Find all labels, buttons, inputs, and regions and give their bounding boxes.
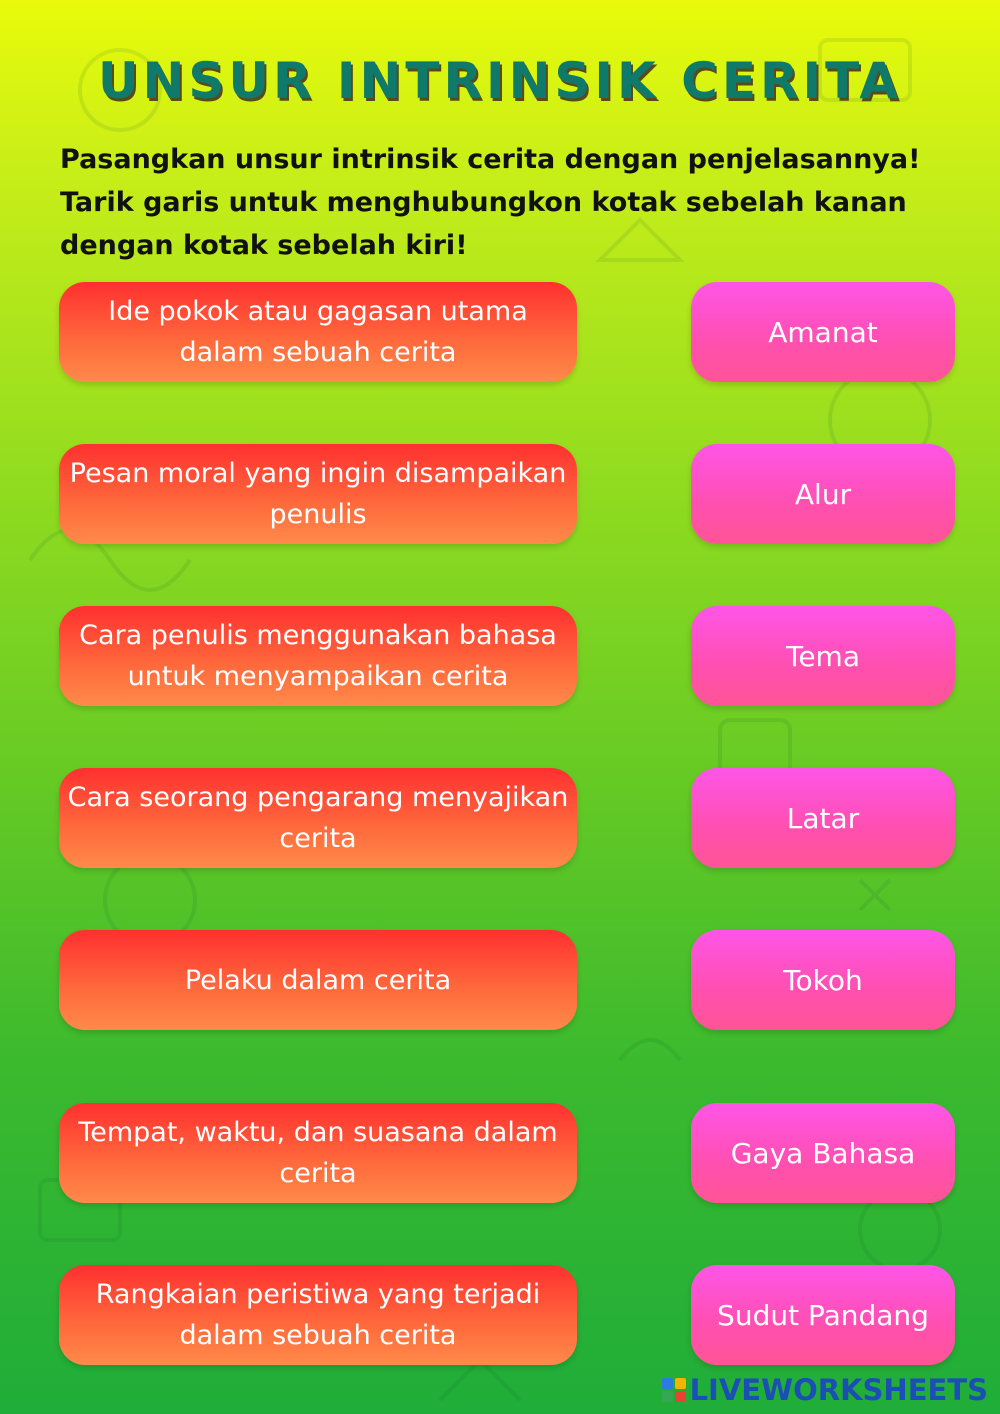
- term-label: Tema: [785, 639, 860, 673]
- description-box-7[interactable]: [59, 1265, 577, 1365]
- term-label: Latar: [786, 801, 860, 835]
- description-box-4[interactable]: [59, 768, 577, 868]
- description-text: Pesan moral yang ingin disampaikan penulis: [69, 458, 567, 530]
- instructions: [60, 138, 940, 267]
- description-text: Rangkaian peristiwa yang terjadi dalam sebuah cerita: [95, 1279, 541, 1351]
- description-box-5[interactable]: [59, 930, 577, 1030]
- term-label: Sudut Pandang: [717, 1298, 929, 1332]
- instruction-line: dengan kotak sebelah kiri!: [60, 230, 468, 261]
- liveworksheets-logo: [662, 1372, 988, 1408]
- description-text: Cara penulis menggunakan bahasa untuk menyampaikan cerita: [79, 620, 557, 692]
- logo-icon: [662, 1378, 686, 1402]
- term-label: Alur: [794, 477, 852, 511]
- brand-text: LIVEWORKSHEETS: [689, 1373, 988, 1407]
- description-box-2[interactable]: [59, 444, 577, 544]
- term-box-amanat[interactable]: [691, 282, 955, 382]
- term-label: Gaya Bahasa: [730, 1136, 916, 1170]
- term-box-tokoh[interactable]: [691, 930, 955, 1030]
- instruction-line: Tarik garis untuk menghubungkon kotak sebelah kanan: [60, 187, 907, 218]
- page-title: UNSUR INTRINSIK CERITA: [97, 52, 903, 110]
- term-box-latar[interactable]: [691, 768, 955, 868]
- term-box-alur[interactable]: [691, 444, 955, 544]
- term-box-sudut-pandang[interactable]: [691, 1265, 955, 1365]
- description-text: Tempat, waktu, dan suasana dalam cerita: [78, 1117, 558, 1189]
- description-box-6[interactable]: [59, 1103, 577, 1203]
- term-box-gaya-bahasa[interactable]: [691, 1103, 955, 1203]
- description-text: Pelaku dalam cerita: [184, 964, 452, 996]
- term-label: Tokoh: [783, 963, 863, 997]
- description-text: Ide pokok atau gagasan utama dalam sebuah cerita: [108, 296, 528, 368]
- instruction-line: Pasangkan unsur intrinsik cerita dengan penjelasannya!: [60, 144, 921, 175]
- description-box-3[interactable]: [59, 606, 577, 706]
- description-text: Cara seorang pengarang menyajikan cerita: [67, 782, 569, 854]
- term-label: Amanat: [768, 315, 878, 349]
- term-box-tema[interactable]: [691, 606, 955, 706]
- description-box-1[interactable]: [59, 282, 577, 382]
